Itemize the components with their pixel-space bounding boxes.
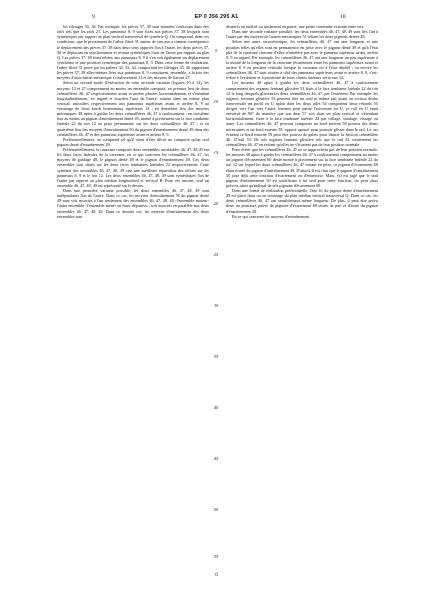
right-paragraph-4: Les moyens 48 aptes à guider les deux crémaillères 46, 47 à coulissement comprennent des organes formant glissière 53 fixés à la face tombante latérale 22 du toit 12 le long desquels glissent les deux crémaillères 46, 47, par l'extérieur. Par exemple, les organes formant glissière 53 peuvent être un seul et même rail ayant en section droite transversale un profil en U aplati dont les deux ailes 54 comportent deux rebords 55 dirigés vers l'un vers l'autre formant pour partie l'ouverture en U, ce rail en U étant renversé de 90° de manière que son âme 57 soit dans un plan vertical et s'étendant horizontalement, fixée à la face tombante latérale 22 par collage, soudage, vissage ou autre. Les crémaillères 46, 47 peuvent comporter un bord interne 58 pourvu des dents nécessaires et un bord externe 59, opposé agencé pour pouvoir glisser dans le rail. Le cas échéant ce bord externe 59 peut être pourvu de galets pour limiter la friction crémaillère 46, 47/rail 53. De tels organes formant glissière tels que le rail 53 contiennent les crémaillères 46, 47 en évitant qu'elles ne s'écartent pas de leur position normale. <box>226 80 378 147</box>
left-paragraph-1: les filetages 35, 36. Par exemple, les pièces 37, 38 sont montées coulissant dans des rails tels que les rails 21. Les panneaux 8, 9 sont fixés aux pièces 37, 38 lesquels sont symétriques par rapport au plan vertical transversal de symétrie Q. On comprend, dans ces conditions, que le pivotement de l'arbre fileté 31 autour de son axe a comme conséquence le déplacement des pièces 37, 38 dans deux sens opposés l'un à l'autre, les deux pièces 37, 38 se déplaçant en synchronisme et restant symétriques l'une de l'autre par rapport au plan Q. Les pièces 37, 38 étant reliées aux panneaux 8, 9 il s'en suit également un déplacement synchrone et une position symétrique des panneaux 8, 9. Dans cette forme de réalisation, l'arbre fileté 31 porté par les paliers 32, 33, 34, comportant les filetages 35, 36 supportant les pièces 37, 38 elles-mêmes liées aux panneaux 8, 9 constituent, ensemble, à la fois des moyens d'association mécanique s'coulissement 13 et des moyens de liaison 27. <box>57 24 209 81</box>
right-paragraph-7: En ce qui concerne les moyens d'entraînement <box>232 213 310 219</box>
line-number-40: 40 <box>213 405 219 410</box>
line-number-15: 15 <box>213 150 219 155</box>
right-paragraph-6: Dans une forme de réalisation préférentielle, l'axe 61 du pignon denté d'entraînement 49 est placé dans ou au voisinage du plan médian vertical transversal Q. Dans ce cas, les deux crémaillères 46, 47 ont sensiblement même longueur. De plus, il peut être prévu deux ou plusieurs paires de pignons d'écartement 60 situés de part et d'autre du pignon d'entraînement 49. <box>226 188 378 214</box>
left-paragraph-2: Selon un second mode d'exécution de cette seconde variante (figures 10 à 14), les moyens 13 et 27 comprennent au moins un ensemble composé, en premier lieu de deux crémaillères 46, 47 respectivement avant et arrière placées horizontalement et s'étendant longitudinalement, en regard et écartées l'une de l'autre, situées dans un même plan vertical, articulées respectivement aux panneaux supérieurs avant et arrière 8, 9 au voisinage de leurs bords horizontaux supérieurs 14 ; en deuxième lieu des moyens mécaniques 48 aptes à guider les deux crémaillères 46, 47 à coulissement ; en troisième lieu au moins un pignon d'entraînement denté 49, monté à pivotement sur la face tombante latérale 22 du toit 12 en prise permanente sur les deux crémaillères 46, 47 ; et en quatrième lieu des moyens d'entraînement 50 du pignon d'entraînement denté 49 dans des crémaillères 46, 47 et des panneaux supérieurs avant et arrière 8, 9. <box>57 80 209 137</box>
left-page-number: 9 <box>92 14 95 20</box>
line-number-20: 20 <box>213 201 219 206</box>
right-text-column <box>226 24 378 219</box>
right-paragraph-3: Selon une autre caractéristique, les crémaillères 46, 47 ont une longueur et une position telles qu'elles sont en permanence en prise avec le pignon denté 49 et qu'à l'état plié de la caravane chacune d'elles n'interfère pas avec le panneau supérieur avant, arrière 8, 9 en regard. Par exemple, les crémaillères 46, 47 ont une longueur un peu supérieure à la moitié de la longueur de la caravane (écartement entre les panneaux supérieurs avant et arrière 8, 9 en position verticale lorsque la caravane est à l'état déplié) ; ou encore les crémaillères 46, 47 sont situées à côté des panneaux supérieurs avant et arrière 8, 9, c'est-à-dire à l'extérieur et à proximité de leurs chants latéraux verticaux 52. <box>226 39 378 81</box>
left-paragraph-5: Dans une première variante possible, les deux ensembles 46, 47, 48, 49 sont indépendants l'un de l'autre. Dans ce cas, les moyens d'entraînement 50 du pignon denté 49 sont soit associés à l'un seulement des ensembles 46, 47, 48, 49 -l'ensemble moteur- l'autre ensemble -l'ensemble mené- en étant dépourvu ; soit associés en parallèle aux deux ensembles 46, 47, 48, 49. Dans ce dernier cas, les moyens d'entraînement des deux ensembles sont <box>57 188 209 219</box>
right-page-number: 10 <box>340 14 346 20</box>
line-number-35: 35 <box>213 354 219 359</box>
line-number-5: 5 <box>214 48 218 53</box>
line-number-30: 30 <box>213 303 219 308</box>
left-paragraph-3: Préférentiellement, on comprend tel qu'il vient d'être décrit ne comporte qu'un seul pignon denté d'entraînement 49. <box>57 136 209 147</box>
left-paragraph-4: Préférentiellement, la caravane comporte deux ensembles semblables 46, 47, 48 49 sur les deux faces latérales de la caravane, en ce qui concerne les crémaillères 46, 47, les moyens de guidage 48, le pignon denté 49 et le pignon d'entraînement 49. Ces deux ensembles sont situés sur les deux faces tombantes latérales 22 respectivement. Cette symétrie des ensembles 46, 47, 48, 49 vise une meilleure répartition des efforts sur les panneaux 8, 9 et le toit 12. Les deux ensembles 46, 47, 48, 49 sont symétriques l'un de l'autre par rapport au plan médian longitudinal et vertical R. Pour ces raisons, seul un ensemble 46, 47, 48, 49 est représenté sur le dessin. <box>57 147 209 188</box>
line-number-10: 10 <box>213 99 219 104</box>
left-text-column <box>57 24 209 219</box>
line-number-50: 50 <box>213 507 219 512</box>
document-number: EP 0 356 295 A1 <box>194 14 239 20</box>
right-paragraph-1: distincts en totalité ou seulement en partie, une partie commune existant entre eux. <box>226 24 365 29</box>
page-number: 6 <box>215 573 218 578</box>
right-paragraph-2: Dans une seconde variante possible, les deux ensembles 46, 47, 48, 49 sont liés l'un à l'autre par des moyens de liaison mécaniques 51 reliant les deux pignons dentés 49. <box>226 29 378 40</box>
line-number-55: 55 <box>213 554 219 559</box>
right-paragraph-5: Pour éviter que les crémaillères 46, 47 ne se rapprochent pas de leur position normale, les moyens 48 aptes à guider les crémaillères 46, 47 à coulissement comprennent au moins un pignon d'écartement 60 denté monté à pivotement sur la face tombante latérale 22 du toit 12 sur lequel les deux crémaillères 46, 47 venant en prise, ce pignon d'écartement 60 étant écarté du pignon d'entraînement 49. D'abord, il est clair que le pignon d'entraînement 50 joue déjà cette fonction d'écartement ou d'entretoise. Mais, s'il est jugé que le seul pignon d'entraînement 50 est insuffisant à lui seul pour cette fonction, on peut alors prévoir, ainsi qu'indiqué de tels pignons d'écartement 60. <box>226 147 378 188</box>
line-number-gutter <box>211 24 221 559</box>
line-number-25: 25 <box>213 252 219 257</box>
line-number-45: 45 <box>213 456 219 461</box>
